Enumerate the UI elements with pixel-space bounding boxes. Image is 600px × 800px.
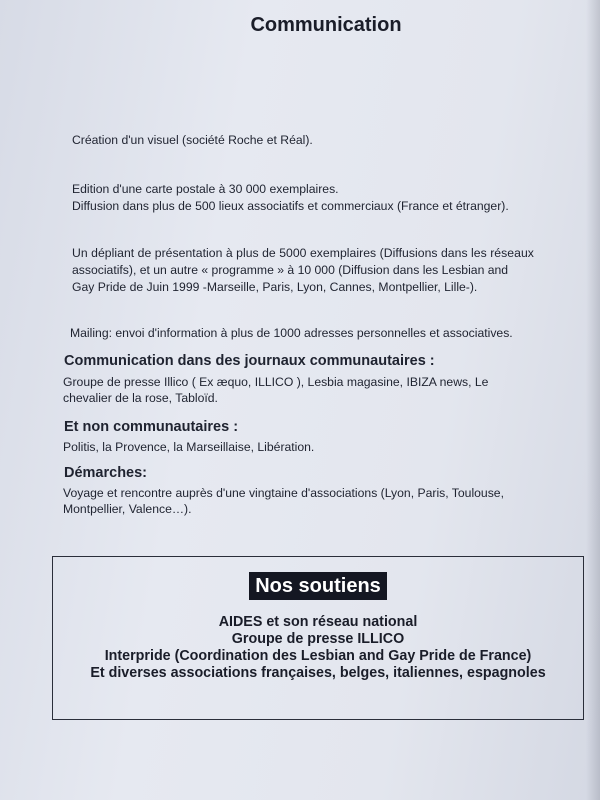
text-communautaires-line-1: Groupe de presse Illico ( Ex æquo, ILLICO ), Lesbia magasine, IBIZA news, Le	[63, 375, 489, 389]
page-title: Communication	[250, 14, 402, 36]
soutiens-box	[52, 556, 584, 720]
soutien-item: Interpride (Coordination des Lesbian and Gay Pride de France)	[104, 648, 532, 664]
soutien-item: AIDES et son réseau national	[218, 614, 418, 630]
text-non-communautaires: Politis, la Provence, la Marseillaise, Libération.	[63, 440, 315, 454]
heading-non-communautaires: Et non communautaires :	[64, 419, 239, 435]
text-communautaires-line-2: chevalier de la rose, Tabloïd.	[63, 391, 218, 405]
paragraph-visuel: Création d'un visuel (société Roche et Réal).	[72, 133, 313, 147]
text-demarches-line-2: Montpellier, Valence…).	[63, 502, 192, 516]
soutien-item: Groupe de presse ILLICO	[231, 631, 405, 647]
paragraph-depliant-line-3: Gay Pride de Juin 1999 -Marseille, Paris, Lyon, Cannes, Montpellier, Lille-).	[72, 280, 478, 294]
heading-communautaires: Communication dans des journaux communautaires :	[64, 353, 435, 369]
soutiens-list	[53, 614, 583, 682]
text-demarches-line-1: Voyage et rencontre auprès d'une vingtaine d'associations (Lyon, Paris, Toulouse,	[63, 486, 504, 500]
paragraph-carte-line-2: Diffusion dans plus de 500 lieux associatifs et commerciaux (France et étranger).	[72, 199, 509, 213]
soutiens-title: Nos soutiens	[249, 572, 387, 600]
page-shadow	[586, 0, 600, 800]
soutien-item: Et diverses associations françaises, belges, italiennes, espagnoles	[90, 665, 546, 681]
paragraph-depliant-line-1: Un dépliant de présentation à plus de 5000 exemplaires (Diffusions dans les réseaux	[72, 246, 534, 260]
paragraph-mailing: Mailing: envoi d'information à plus de 1000 adresses personnelles et associatives.	[70, 326, 513, 340]
heading-demarches: Démarches:	[64, 465, 148, 481]
paragraph-depliant-line-2: associatifs), et un autre « programme » à 10 000 (Diffusion dans les Lesbian and	[72, 263, 509, 277]
paragraph-carte-line-1: Edition d'une carte postale à 30 000 exemplaires.	[72, 182, 339, 196]
